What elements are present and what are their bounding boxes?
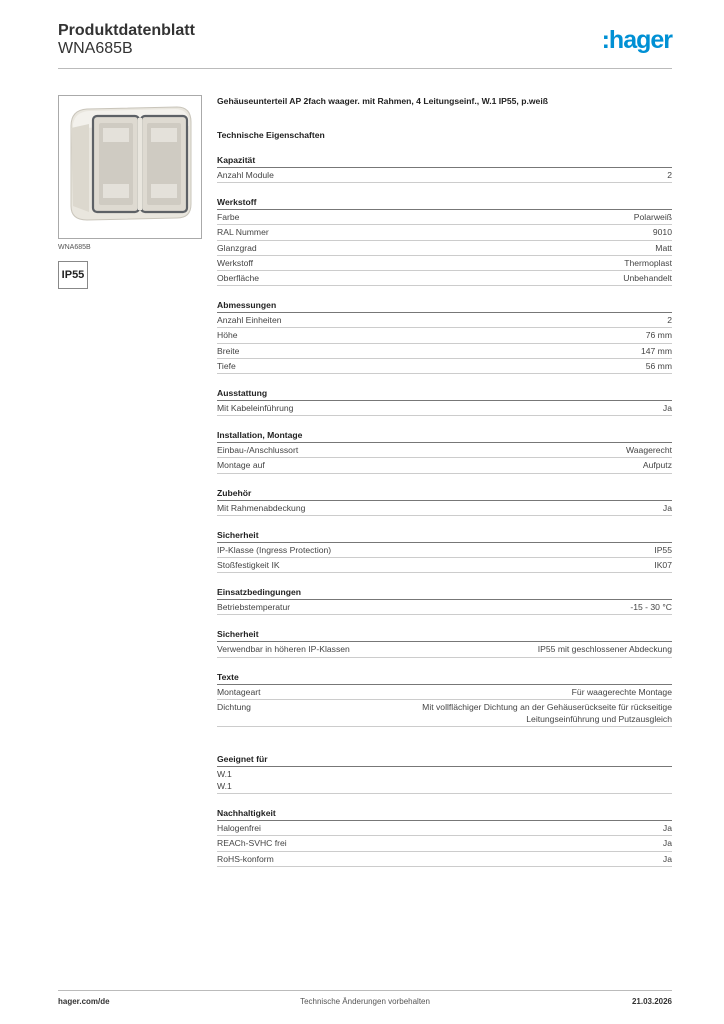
property-label: Halogenfrei <box>217 823 261 834</box>
property-value: 2 <box>667 170 672 180</box>
table-row <box>217 836 672 851</box>
property-label: Montage auf <box>217 460 265 471</box>
property-label: REACh-SVHC frei <box>217 838 287 849</box>
table-row <box>217 700 672 727</box>
document-date: 21.03.2026 <box>631 997 672 1006</box>
property-value: IP55 <box>654 544 672 555</box>
section-title: Sicherheit <box>217 628 672 642</box>
table-row <box>217 328 672 343</box>
property-value: Ja <box>662 853 672 864</box>
property-section <box>217 628 672 657</box>
section-title: Werkstoff <box>217 196 672 210</box>
property-value: 2 <box>667 315 672 326</box>
table-row <box>217 600 672 615</box>
property-value: Waagerecht <box>625 445 672 456</box>
table-row <box>217 210 672 225</box>
property-label: Tiefe <box>217 360 236 371</box>
document-title: Produktdatenblatt <box>58 22 195 39</box>
property-label: Dichtung <box>217 701 251 712</box>
property-value: Unbehandelt <box>623 273 672 284</box>
property-label: Stoßfestigkeit IK <box>217 560 280 571</box>
property-value: Ja <box>662 838 672 849</box>
table-row <box>217 344 672 359</box>
property-value: Mit vollflächiger Dichtung an der Gehäuserückseite für rückseitige Leitungseinführung und Putzausgleich <box>422 701 672 725</box>
hager-logo: :hager <box>601 26 672 54</box>
table-row <box>217 543 672 558</box>
table-row <box>217 821 672 836</box>
page-header <box>58 20 672 68</box>
property-value: -15 - 30 °C <box>630 602 672 613</box>
property-value: Für waagerechte Montage <box>571 686 672 697</box>
table-row <box>217 501 672 516</box>
table-row <box>217 443 672 458</box>
product-code: WNA685B <box>58 40 133 57</box>
property-label: Montageart <box>217 686 261 697</box>
property-label: Werkstoff <box>217 257 253 268</box>
property-value: Ja <box>662 403 672 414</box>
property-value: Matt <box>655 242 672 253</box>
property-label: RAL Nummer <box>217 227 269 238</box>
property-section <box>217 387 672 416</box>
section-title: Geeignet für <box>217 753 672 767</box>
ip-rating-badge: IP55 <box>58 261 88 289</box>
property-label: Oberfläche <box>217 273 260 284</box>
property-label: Höhe <box>217 330 238 341</box>
product-details <box>217 95 672 867</box>
section-title: Einsatzbedingungen <box>217 586 672 600</box>
property-section <box>217 529 672 573</box>
property-label: IP-Klasse (Ingress Protection) <box>217 544 332 555</box>
list-item: W.1 <box>217 769 232 780</box>
property-value: Aufputz <box>642 460 672 471</box>
image-caption: WNA685B <box>58 244 91 251</box>
section-title: Ausstattung <box>217 387 672 401</box>
product-image <box>58 95 202 239</box>
sustainability-section <box>217 807 672 867</box>
property-section <box>217 299 672 374</box>
property-value: 147 mm <box>640 345 672 356</box>
website-link[interactable]: hager.com/de <box>58 997 110 1006</box>
property-section <box>217 671 672 728</box>
property-label: Farbe <box>217 212 240 223</box>
property-value: Ja <box>662 823 672 834</box>
table-row <box>217 168 672 183</box>
section-title: Sicherheit <box>217 529 672 543</box>
footer-divider <box>58 990 672 991</box>
table-row <box>217 241 672 256</box>
property-value: 56 mm <box>645 360 672 371</box>
table-row <box>217 313 672 328</box>
property-value: Ja <box>662 502 672 513</box>
property-label: Glanzgrad <box>217 242 257 253</box>
table-row <box>217 401 672 416</box>
property-section <box>217 586 672 615</box>
table-row <box>217 685 672 700</box>
section-title: Nachhaltigkeit <box>217 807 672 821</box>
table-row <box>217 852 672 867</box>
property-value: 76 mm <box>645 330 672 341</box>
section-title: Installation, Montage <box>217 429 672 443</box>
enclosure-illustration-icon <box>59 96 201 238</box>
property-label: Betriebstemperatur <box>217 602 291 613</box>
product-description: Gehäuseunterteil AP 2fach waager. mit Rahmen, 4 Leitungseinf., W.1 IP55, p.weiß <box>217 96 548 106</box>
property-label: Anzahl Einheiten <box>217 315 282 326</box>
property-value: Thermoplast <box>624 257 672 268</box>
table-row <box>217 256 672 271</box>
table-row <box>217 458 672 473</box>
table-row <box>217 271 672 286</box>
table-row <box>217 642 672 657</box>
property-label: Mit Rahmenabdeckung <box>217 502 306 513</box>
property-label: Anzahl Module <box>217 170 274 180</box>
property-label: Breite <box>217 345 240 356</box>
property-section <box>217 487 672 516</box>
table-row <box>217 225 672 240</box>
suitable-for-section <box>217 753 672 794</box>
property-label: Verwendbar in höheren IP-Klassen <box>217 644 350 655</box>
footer-notice: Technische Änderungen vorbehalten <box>300 997 430 1006</box>
header-divider <box>58 68 672 69</box>
section-title: Zubehör <box>217 487 672 501</box>
property-label: RoHS-konform <box>217 853 274 864</box>
section-title: Abmessungen <box>217 299 672 313</box>
property-value: IP55 mit geschlossener Abdeckung <box>537 644 672 655</box>
property-label: Mit Kabeleinführung <box>217 403 294 414</box>
table-row <box>217 558 672 573</box>
property-label: Einbau-/Anschlussort <box>217 445 299 456</box>
table-row <box>217 359 672 374</box>
list-item: W.1 <box>217 781 232 792</box>
section-title: Texte <box>217 671 672 685</box>
property-section <box>217 196 672 286</box>
section-title: Kapazität <box>217 154 672 168</box>
property-section <box>217 429 672 473</box>
property-value: Polarweiß <box>633 212 672 223</box>
properties-heading: Technische Eigenschaften <box>217 130 325 140</box>
property-value: 9010 <box>652 227 672 238</box>
property-section <box>217 154 672 183</box>
property-value: IK07 <box>654 560 672 571</box>
